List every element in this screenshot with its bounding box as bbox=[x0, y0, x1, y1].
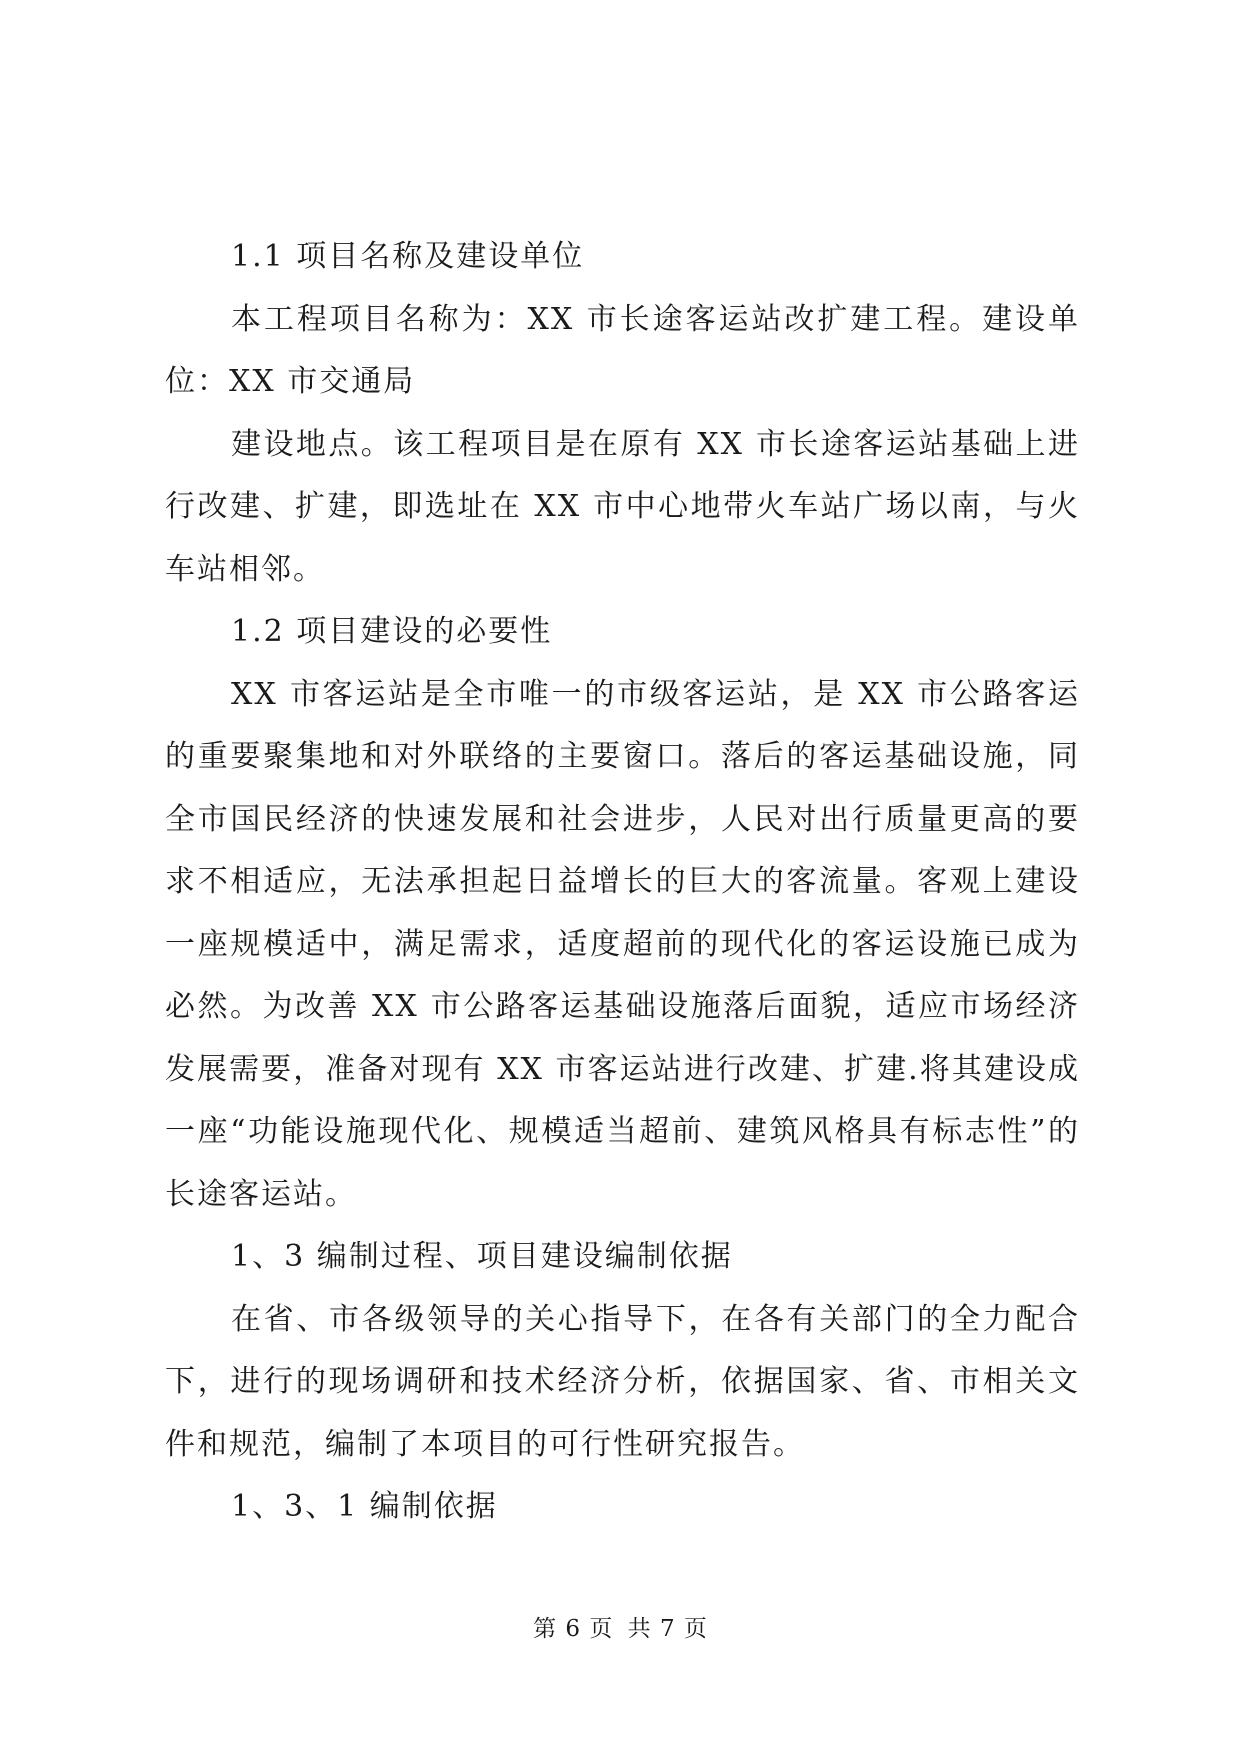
page-number: 第 6 页 bbox=[533, 1616, 614, 1642]
document-body bbox=[165, 226, 1080, 1539]
section-heading-1-2: 1.2 项目建设的必要性 bbox=[231, 614, 553, 649]
paragraph-necessity: XX 市客运站是全市唯一的市级客运站，是 XX 市公路客运的重要聚集地和对外联络的主要窗口。落后的客运基础设施，同全市国民经济的快速发展和社会进步，人民对出行质量更高的要求不相适应，无法承担起日益增长的巨大的客流量。客观上建设一座规模适中，满足需求，适度超前的现代化的客运设施已成为必然。为改善 XX 市公路客运基础设施落后面貌，适应市场经济发展需要，准备对现有 XX 市客运站进行改建、扩建.将其建设成一座“功能设施现代化、规模适当超前、建筑风格具有标志性”的长途客运站。 bbox=[165, 676, 1080, 1212]
page-footer bbox=[0, 1614, 1241, 1644]
page-total: 共 7 页 bbox=[627, 1616, 708, 1642]
section-heading-1-3-1: 1、3、1 编制依据 bbox=[231, 1489, 498, 1524]
paragraph-process: 在省、市各级领导的关心指导下，在各有关部门的全力配合下，进行的现场调研和技术经济分析，依据国家、省、市相关文件和规范，编制了本项目的可行性研究报告。 bbox=[165, 1301, 1080, 1462]
section-heading-1-1: 1.1 项目名称及建设单位 bbox=[231, 239, 585, 274]
paragraph-location: 建设地点。该工程项目是在原有 XX 市长途客运站基础上进行改建、扩建，即选址在 XX 市中心地带火车站广场以南，与火车站相邻。 bbox=[165, 426, 1080, 587]
paragraph-project-name: 本工程项目名称为：XX 市长途客运站改扩建工程。建设单位：XX 市交通局 bbox=[165, 301, 1080, 399]
section-heading-1-3: 1、3 编制过程、项目建设编制依据 bbox=[231, 1239, 733, 1274]
